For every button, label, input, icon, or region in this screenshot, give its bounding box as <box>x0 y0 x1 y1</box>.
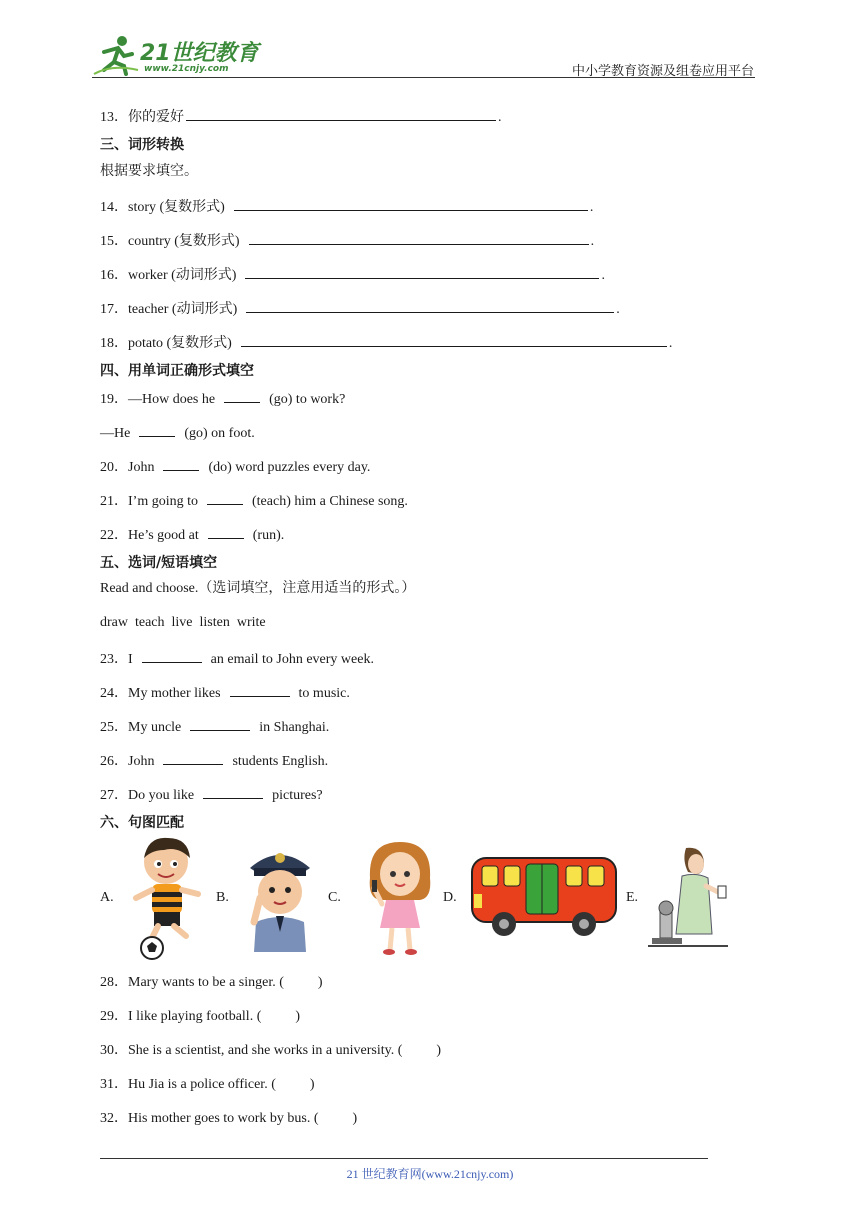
period: . <box>668 336 673 351</box>
question-text: My mother likes <box>128 686 221 701</box>
question-text: teacher (动词形式) <box>128 302 238 317</box>
question-text: (teach) him a Chinese song. <box>252 494 408 509</box>
section-3-instruction: 根据要求填空。 <box>100 163 198 179</box>
question-text: (go) to work? <box>269 392 346 407</box>
question-text: in Shanghai. <box>259 720 330 735</box>
question-28 <box>100 974 323 992</box>
answer-blank[interactable] <box>163 750 223 765</box>
question-number: 19． <box>100 392 128 407</box>
logo-url: www.21cnjy.com <box>144 64 229 74</box>
answer-blank[interactable] <box>241 332 667 347</box>
answer-blank[interactable] <box>190 716 250 731</box>
answer-blank[interactable] <box>163 456 199 471</box>
question-19-a <box>100 388 345 409</box>
question-23 <box>100 648 374 669</box>
question-text: His mother goes to work by bus. ( <box>128 1111 319 1126</box>
section-5-instruction: Read and choose.（选词填空，注意用适当的形式。） <box>100 581 416 596</box>
option-b-label: B. <box>216 890 229 905</box>
question-number: 26． <box>100 754 128 769</box>
section-6-title: 六、句图匹配 <box>100 815 184 831</box>
question-19-b <box>100 422 255 443</box>
answer-blank[interactable] <box>208 524 244 539</box>
question-24 <box>100 682 350 703</box>
question-text: an email to John every week. <box>210 652 374 667</box>
question-text: Mary wants to be a singer. ( <box>128 975 284 990</box>
period: . <box>589 200 594 215</box>
question-text: John <box>128 460 155 475</box>
question-22 <box>100 524 284 545</box>
question-number: 23． <box>100 652 128 667</box>
close-paren: ) <box>295 1009 301 1024</box>
close-paren: ) <box>317 975 323 990</box>
question-number: 20． <box>100 460 128 475</box>
header-right-text: 中小学教育资源及组卷应用平台 <box>572 64 755 79</box>
question-18 <box>100 332 672 353</box>
option-d-label: D. <box>443 890 457 905</box>
question-number: 27． <box>100 788 128 803</box>
question-number: 18． <box>100 336 128 351</box>
question-text: students English. <box>232 754 329 769</box>
question-25 <box>100 716 329 737</box>
question-text: Hu Jia is a police officer. ( <box>128 1077 276 1092</box>
question-31 <box>100 1076 315 1094</box>
answer-blank[interactable] <box>142 648 202 663</box>
question-number: 25． <box>100 720 128 735</box>
period: . <box>590 234 595 249</box>
question-number: 15． <box>100 234 128 249</box>
question-text: potato (复数形式) <box>128 336 232 351</box>
question-number: 29． <box>100 1009 128 1024</box>
option-c-label: C. <box>328 890 341 905</box>
girl-singer-picture <box>362 838 438 958</box>
question-number: 32． <box>100 1111 128 1126</box>
question-text: —He <box>100 426 131 441</box>
question-13 <box>100 106 502 127</box>
bus-picture <box>470 856 618 940</box>
close-paren: ) <box>352 1111 358 1126</box>
question-14 <box>100 196 593 217</box>
footer-rule <box>100 1158 708 1159</box>
question-text: story (复数形式) <box>128 200 225 215</box>
question-text: Do you like <box>128 788 195 803</box>
option-e-label: E. <box>626 890 639 905</box>
answer-blank[interactable] <box>139 422 175 437</box>
question-number: 22． <box>100 528 128 543</box>
question-16 <box>100 264 605 285</box>
question-number: 28． <box>100 975 128 990</box>
question-32 <box>100 1110 357 1128</box>
question-text: country (复数形式) <box>128 234 240 249</box>
period: . <box>498 110 502 125</box>
answer-blank[interactable] <box>245 264 599 279</box>
question-text: worker (动词形式) <box>128 268 237 283</box>
question-17 <box>100 298 620 319</box>
period: . <box>601 268 605 283</box>
section-4-title: 四、用单词正确形式填空 <box>100 363 254 379</box>
question-number: 24． <box>100 686 128 701</box>
question-21 <box>100 490 408 511</box>
answer-blank[interactable] <box>186 106 496 121</box>
answer-blank[interactable] <box>207 490 243 505</box>
logo-text: 21世纪教育 <box>140 41 259 66</box>
header-logo <box>92 34 267 78</box>
question-27 <box>100 784 323 805</box>
runner-logo-icon <box>92 34 140 76</box>
question-20 <box>100 456 370 477</box>
question-30 <box>100 1042 441 1060</box>
question-number: 21． <box>100 494 128 509</box>
question-26 <box>100 750 328 771</box>
question-text: John <box>128 754 155 769</box>
question-number: 16． <box>100 268 128 283</box>
answer-blank[interactable] <box>230 682 290 697</box>
question-text: My uncle <box>128 720 182 735</box>
answer-blank[interactable] <box>203 784 263 799</box>
question-text: (run). <box>252 528 285 543</box>
question-text: I like playing football. ( <box>128 1009 262 1024</box>
footer-text[interactable]: 21 世纪教育网(www.21cnjy.com) <box>346 1167 514 1181</box>
period: . <box>616 302 620 317</box>
section-5-title: 五、选词/短语填空 <box>100 555 218 571</box>
question-text: (go) on foot. <box>184 426 255 441</box>
question-text: to music. <box>298 686 350 701</box>
question-text: pictures? <box>272 788 323 803</box>
header-rule <box>92 77 755 78</box>
police-officer-picture <box>240 842 320 952</box>
question-number: 14． <box>100 200 128 215</box>
answer-blank[interactable] <box>249 230 589 245</box>
section-3-title: 三、词形转换 <box>100 137 184 153</box>
option-a-label: A. <box>100 890 114 905</box>
scientist-picture <box>646 842 730 958</box>
answer-blank[interactable] <box>224 388 260 403</box>
question-number: 17． <box>100 302 128 317</box>
question-text: —How does he <box>128 392 216 407</box>
question-text: She is a scientist, and she works in a university. ( <box>128 1043 403 1058</box>
answer-blank[interactable] <box>234 196 588 211</box>
question-text: (do) word puzzles every day. <box>208 460 371 475</box>
question-text: I <box>128 652 133 667</box>
question-text: I’m going to <box>128 494 198 509</box>
question-number: 13． <box>100 110 128 125</box>
question-text: He’s good at <box>128 528 199 543</box>
boy-football-picture <box>128 834 208 962</box>
question-text: 你的爱好 <box>128 110 184 125</box>
question-15 <box>100 230 594 251</box>
answer-blank[interactable] <box>246 298 614 313</box>
question-29 <box>100 1008 300 1026</box>
close-paren: ) <box>309 1077 315 1092</box>
word-bank: draw teach live listen write <box>100 615 266 630</box>
question-number: 30． <box>100 1043 128 1058</box>
close-paren: ) <box>436 1043 442 1058</box>
question-number: 31． <box>100 1077 128 1092</box>
